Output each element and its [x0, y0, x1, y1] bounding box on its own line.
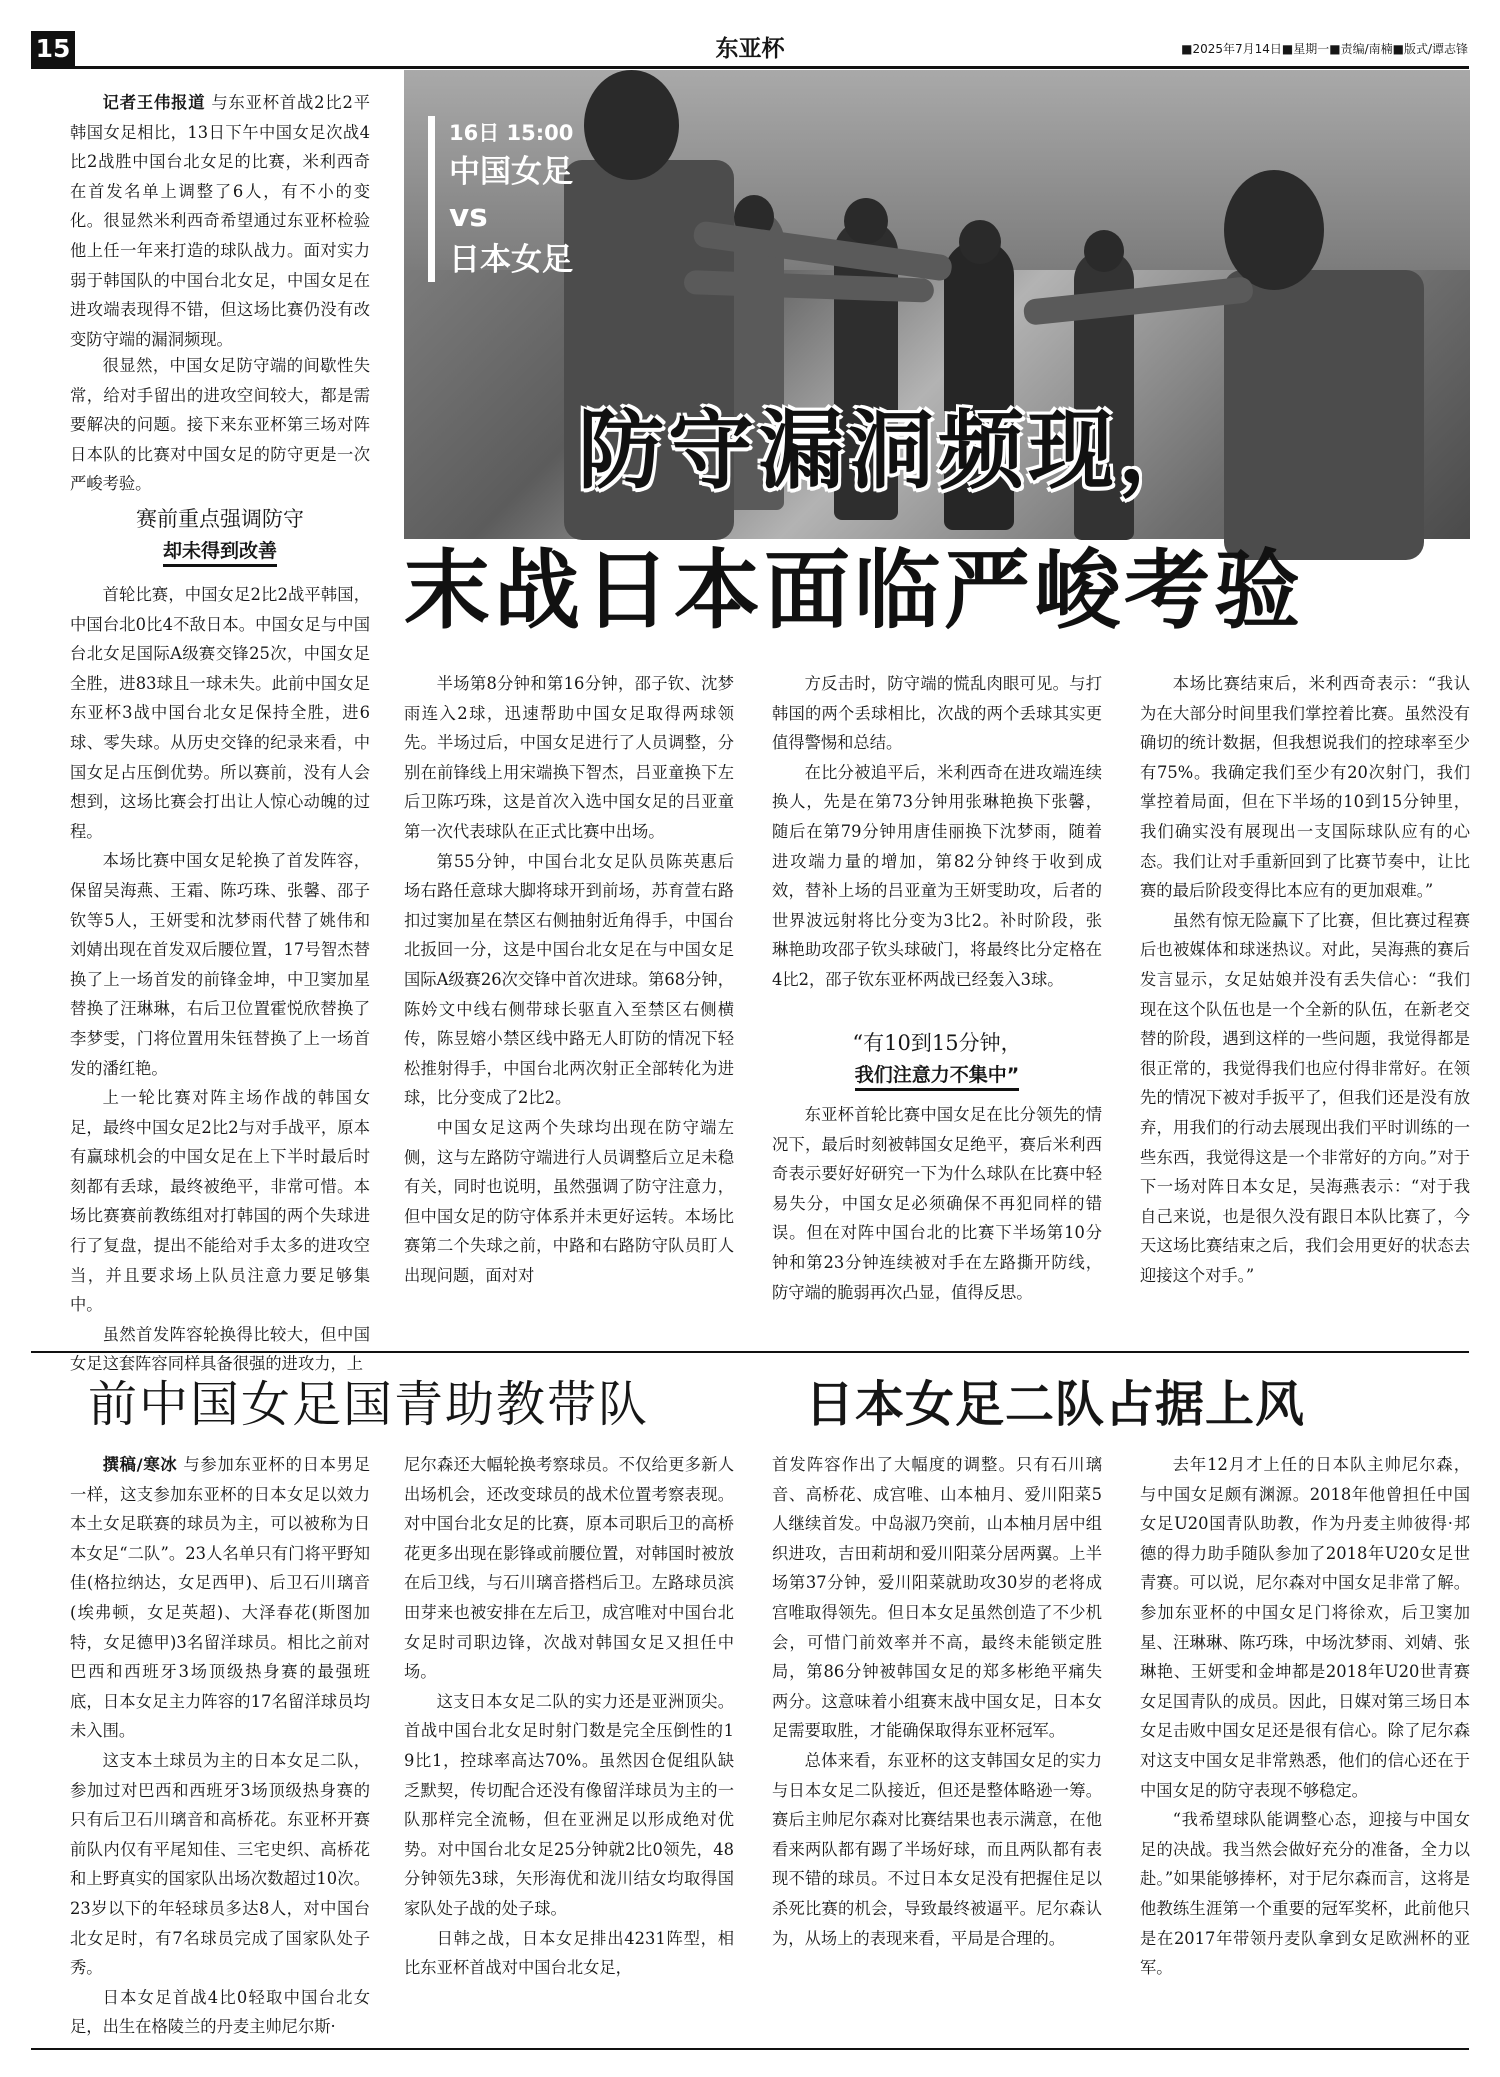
second-col3-p2: 总体来看，东亚杯的这支韩国女足的实力与日本女足二队接近，但还是整体略逊一筹。赛后主帅尼尔森对比赛结果也表示满意，在他看来两队都有踢了半场好球，而且两队都有表现不错的球员。不过日本女足没有把握住足以杀死比赛的机会，导致最终被逼平。尼尔森认为，从场上的表现来看，平局是合理的。	[772, 1750, 1102, 1948]
second-col1-p3: 日本女足首战4比0轻取中国台北女足，出生在格陵兰的丹麦主帅尼尔斯·	[70, 1987, 370, 2037]
lead-col1-p1: 首轮比赛，中国女足2比2战平韩国，中国台北0比4不敌日本。中国女足与中国台北女足国际A级赛交锋25次，中国女足全胜，进83球且一球未失。此前中国女足东亚杯3战中国台北女足保持全胜，进6球、零失球。从历史交锋的纪录来看，中国女足占压倒优势。所以赛前，没有人会想到，这场比赛会打出让人惊心动魄的过程。	[70, 585, 370, 841]
footer-rule	[31, 2048, 1469, 2050]
dateline: ■2025年7月14日■星期一■责编/南楠■版式/谭志锋	[1181, 42, 1468, 56]
lead-col2-p2: 第55分钟，中国台北女足队员陈英惠后场右路任意球大脚将球开到前场，苏育萱右路扣过窦加星在禁区右侧抽射近角得手，中国台北扳回一分，这是中国台北女足在与中国女足国际A级赛26次交锋中首次进球。第68分钟，陈妗文中线右侧带球长驱直入至禁区右侧横传，陈昱嫆小禁区线中路无人盯防的情况下轻松推射得手，中国台北两次射正全部转化为进球，比分变成了2比2。	[404, 851, 734, 1108]
subhead-defense	[70, 502, 370, 566]
second-col3-p1: 首发阵容作出了大幅度的调整。只有石川璃音、高桥花、成宫唯、山本柚月、爱川阳菜5人继续首发。中岛淑乃突前，山本柚月居中组织进攻，吉田莉胡和爱川阳菜分居两翼。上半场第37分钟，爱川阳菜就助攻30岁的老将成宫唯取得领先。但日本女足虽然创造了不少机会，可惜门前效率并不高，最终未能锁定胜局，第86分钟被韩国女足的郑多彬绝平痛失两分。这意味着小组赛末战中国女足，日本女足需要取胜，才能确保取得东亚杯冠军。	[772, 1455, 1102, 1741]
second-col2-p3: 日韩之战，日本女足排出4231阵型，相比东亚杯首战对中国台北女足，	[404, 1928, 734, 1978]
lead-col3-p2: 在比分被追平后，米利西奇在进攻端连续换人，先是在第73分钟用张琳艳换下张馨，随后在第79分钟用唐佳丽换下沈梦雨，随着进攻端力量的增加，第82分钟终于收到成效，替补上场的吕亚童为王妍雯助攻，后者的世界波远射将比分变为3比2。补时阶段，张琳艳助攻邵子钦头球破门，将最终比分定格在4比2，邵子钦东亚杯两战已经轰入3球。	[772, 762, 1102, 989]
second-headline-left: 前中国女足国青助教带队	[88, 1376, 650, 1433]
subhead-defense-line2: 却未得到改善	[163, 540, 277, 567]
lead-col4-p1: 本场比赛结束后，米利西奇表示：“我认为在大部分时间里我们掌控着比赛。虽然没有确切的统计数据，但我想说我们的控球率至少有75%。我确定我们至少有20次射门，我们掌控着局面，但在下半场的10到15分钟里，我们确实没有展现出一支国际球队应有的心态。我们让对手重新回到了比赛节奏中，让比赛的最后阶段变得比本应有的更加艰难。”	[1140, 674, 1470, 901]
headline-line2: 末战日本面临严峻考验	[404, 541, 1304, 641]
lead-col1-p2: 本场比赛中国女足轮换了首发阵容，保留吴海燕、王霜、陈巧珠、张馨、邵子钦等5人，王妍雯和沈梦雨代替了姚伟和刘婧出现在首发双后腰位置，17号智杰替换了上一场首发的前锋金坤，中卫窦加星替换了汪琳琳，右后卫位置霍悦欣替换了李梦雯，门将位置用朱钰替换了上一场首发的潘红艳。	[70, 851, 370, 1078]
lead-col1-body	[70, 580, 370, 1374]
lead-col3-body2	[772, 1100, 1102, 1336]
second-col4-p2: “我希望球队能调整心态，迎接与中国女足的决战。我当然会做好充分的准备，全力以赴。”如果能够捧杯，对于尼尔森而言，这将是他教练生涯第一个重要的冠军奖杯，此前他只是在2017年带领丹麦队拿到女足欧洲杯的亚军。	[1140, 1810, 1470, 1978]
lead-col3-p1: 方反击时，防守端的慌乱肉眼可见。与打韩国的两个丢球相比，次战的两个丢球其实更值得警惕和总结。	[772, 674, 1102, 753]
lead-col3-p3: 东亚杯首轮比赛中国女足在比分领先的情况下，最后时刻被韩国女足绝平，赛后米利西奇表示要好好研究一下为什么球队在比赛中轻易失分，中国女足必须确保不再犯同样的错误。但在对阵中国台北的比赛下半场第10分钟和第23分钟连续被对手在左路撕开防线，防守端的脆弱再次凸显，值得反思。	[772, 1105, 1102, 1302]
match-vs: vs	[449, 198, 488, 234]
second-col2-p1: 尼尔森还大幅轮换考察球员。不仅给更多新人出场机会，还改变球员的战术位置考察表现。对中国台北女足的比赛，原本司职后卫的高桥花更多出现在影锋或前腰位置，对韩国时被放在后卫线，与石川璃音搭档后卫。左路球员滨田芽来也被安排在左后卫，成宫唯对中国台北女足时司职边锋，次战对韩国女足又担任中场。	[404, 1455, 734, 1682]
subhead-focus-line1: “有10到15分钟，	[852, 1031, 1022, 1055]
lead-col1-p3: 上一轮比赛对阵主场作战的韩国女足，最终中国女足2比2与对手战平，原本有赢球机会的中国女足在上下半时最后时刻都有丢球，最终被绝平，非常可惜。本场比赛赛前教练组对打韩国的两个失球进行了复盘，提出不能给对手太多的进攻空当，并且要求场上队员注意力要足够集中。	[70, 1088, 370, 1315]
second-col1-p1	[70, 1450, 370, 1746]
lead-intro-p2: 很显然，中国女足防守端的间歇性失常，给对手留出的进攻空间较大，都是需要解决的问题。接下来东亚杯第三场对阵日本队的比赛对中国女足的防守更是一次严峻考验。	[70, 356, 370, 494]
headline-line1: 防守漏洞频现，	[578, 401, 1208, 501]
match-team-b: 日本女足	[449, 242, 573, 278]
lead-col4-p2: 虽然有惊无险赢下了比赛，但比赛过程赛后也被媒体和球迷热议。对此，吴海燕的赛后发言显示，女足姑娘并没有丢失信心：“我们现在这个队伍也是一个全新的队伍，在新老交替的阶段，遇到这样的一些问题，我觉得都是很正常的，我觉得我们也应付得非常好。在领先的情况下被对手扳平了，但我们还是没有放弃，用我们的行动去展现出我们平时训练的一些东西，我觉得这是一个非常好的方向。”对于下一场对阵日本女足，吴海燕表示：“对于我自己来说，也是很久没有跟日本队比赛了，今天这场比赛结束之后，我们会用更好的状态去迎接这个对手。”	[1140, 910, 1470, 1285]
match-time: 16日 15:00	[449, 121, 574, 145]
second-col4-p1: 去年12月才上任的日本队主帅尼尔森，与中国女足颇有渊源。2018年他曾担任中国女足U20国青队助教，作为丹麦主帅彼得·邦德的得力助手随队参加了2018年U20女足世青赛。可以说，尼尔森对中国女足非常了解。参加东亚杯的中国女足门将徐欢，后卫窦加星、汪琳琳、陈巧珠，中场沈梦雨、刘婧、张琳艳、王妍雯和金坤都是2018年U20世青赛女足国青队的成员。因此，日媒对第三场日本女足击败中国女足还是很有信心。除了尼尔森对这支中国女足非常熟悉，他们的信心还在于中国女足的防守表现不够稳定。	[1140, 1455, 1470, 1800]
lead-col2-body	[404, 669, 734, 1336]
second-headline-right: 日本女足二队占据上风	[805, 1376, 1306, 1433]
subhead-focus-line2: 我们注意力不集中”	[855, 1064, 1020, 1091]
second-col1	[70, 1450, 370, 2037]
section-title: 东亚杯	[715, 36, 785, 62]
lead-col3-body	[772, 669, 1102, 1009]
second-col2-p2: 这支日本女足二队的实力还是亚洲顶尖。首战中国台北女足时射门数是完全压倒性的19比1，控球率高达70%。虽然因仓促组队缺乏默契，传切配合还没有像留洋球员为主的一队那样完全流畅，但在亚洲足以形成绝对优势。对中国台北女足25分钟就2比0领先，48分钟领先3球，矢形海优和泷川结女均取得国家队处子战的处子球。	[404, 1691, 734, 1918]
lead-byline: 记者王伟报道	[102, 93, 206, 112]
subhead-defense-line1: 赛前重点强调防守	[136, 507, 304, 531]
lead-intro-text: 与东亚杯首战2比2平韩国女足相比，13日下午中国女足次战4比2战胜中国台北女足的比赛，米利西奇在首发名单上调整了6人，有不小的变化。很显然米利西奇希望通过东亚杯检验他上任一年来打造的球队战力。面对实力弱于韩国队的中国台北女足，中国女足在进攻端表现得不错，但这场比赛仍没有改变防守端的漏洞频现。	[70, 93, 370, 349]
masthead-rule	[31, 66, 1469, 69]
lead-col2-p3: 中国女足这两个失球均出现在防守端左侧，这与左路防守端进行人员调整后立足未稳有关，同时也说明，虽然强调了防守注意力，但中国女足的防守体系并未更好运转。本场比赛第二个失球之前，中路和右路防守队员盯人出现问题，面对对	[404, 1117, 734, 1285]
lead-col4-body	[1140, 669, 1470, 1336]
lead-col1-p4: 虽然首发阵容轮换得比较大，但中国女足这套阵容同样具备很强的进攻力，上	[70, 1324, 370, 1374]
second-byline: 撰稿/寒冰	[102, 1455, 178, 1474]
second-col3	[772, 1450, 1102, 2030]
second-col1-p2: 这支本土球员为主的日本女足二队，参加过对巴西和西班牙3场顶级热身赛的只有后卫石川璃音和高桥花。东亚杯开赛前队内仅有平尾知佳、三宅史织、高桥花和上野真实的国家队出场次数超过10次。23岁以下的年轻球员多达8人，对中国台北女足时，有7名球员完成了国家队处子秀。	[70, 1750, 370, 1978]
page-number: 15	[31, 31, 75, 67]
subhead-focus	[772, 1026, 1102, 1090]
section-divider	[31, 1351, 1469, 1353]
second-col2	[404, 1450, 734, 2030]
second-col1-p1-text: 与参加东亚杯的日本男足一样，这支参加东亚杯的日本女足以效力本土女足联赛的球员为主，可以被称为日本女足“二队”。23人名单只有门将平野知佳(格拉纳达，女足西甲)、后卫石川璃音(埃弗顿，女足英超)、大泽春花(斯图加特，女足德甲)3名留洋球员。相比之前对巴西和西班牙3场顶级热身赛的最强班底，日本女足主力阵容的17名留洋球员均未入围。	[70, 1455, 370, 1741]
lead-col2-p1: 半场第8分钟和第16分钟，邵子钦、沈梦雨连入2球，迅速帮助中国女足取得两球领先。半场过后，中国女足进行了人员调整，分别在前锋线上用宋端换下智杰，吕亚童换下左后卫陈巧珠，这是首次入选中国女足的吕亚童第一次代表球队在正式比赛中出场。	[404, 674, 734, 841]
match-info	[428, 116, 573, 282]
match-team-a: 中国女足	[449, 154, 573, 190]
second-col4	[1140, 1450, 1470, 2030]
